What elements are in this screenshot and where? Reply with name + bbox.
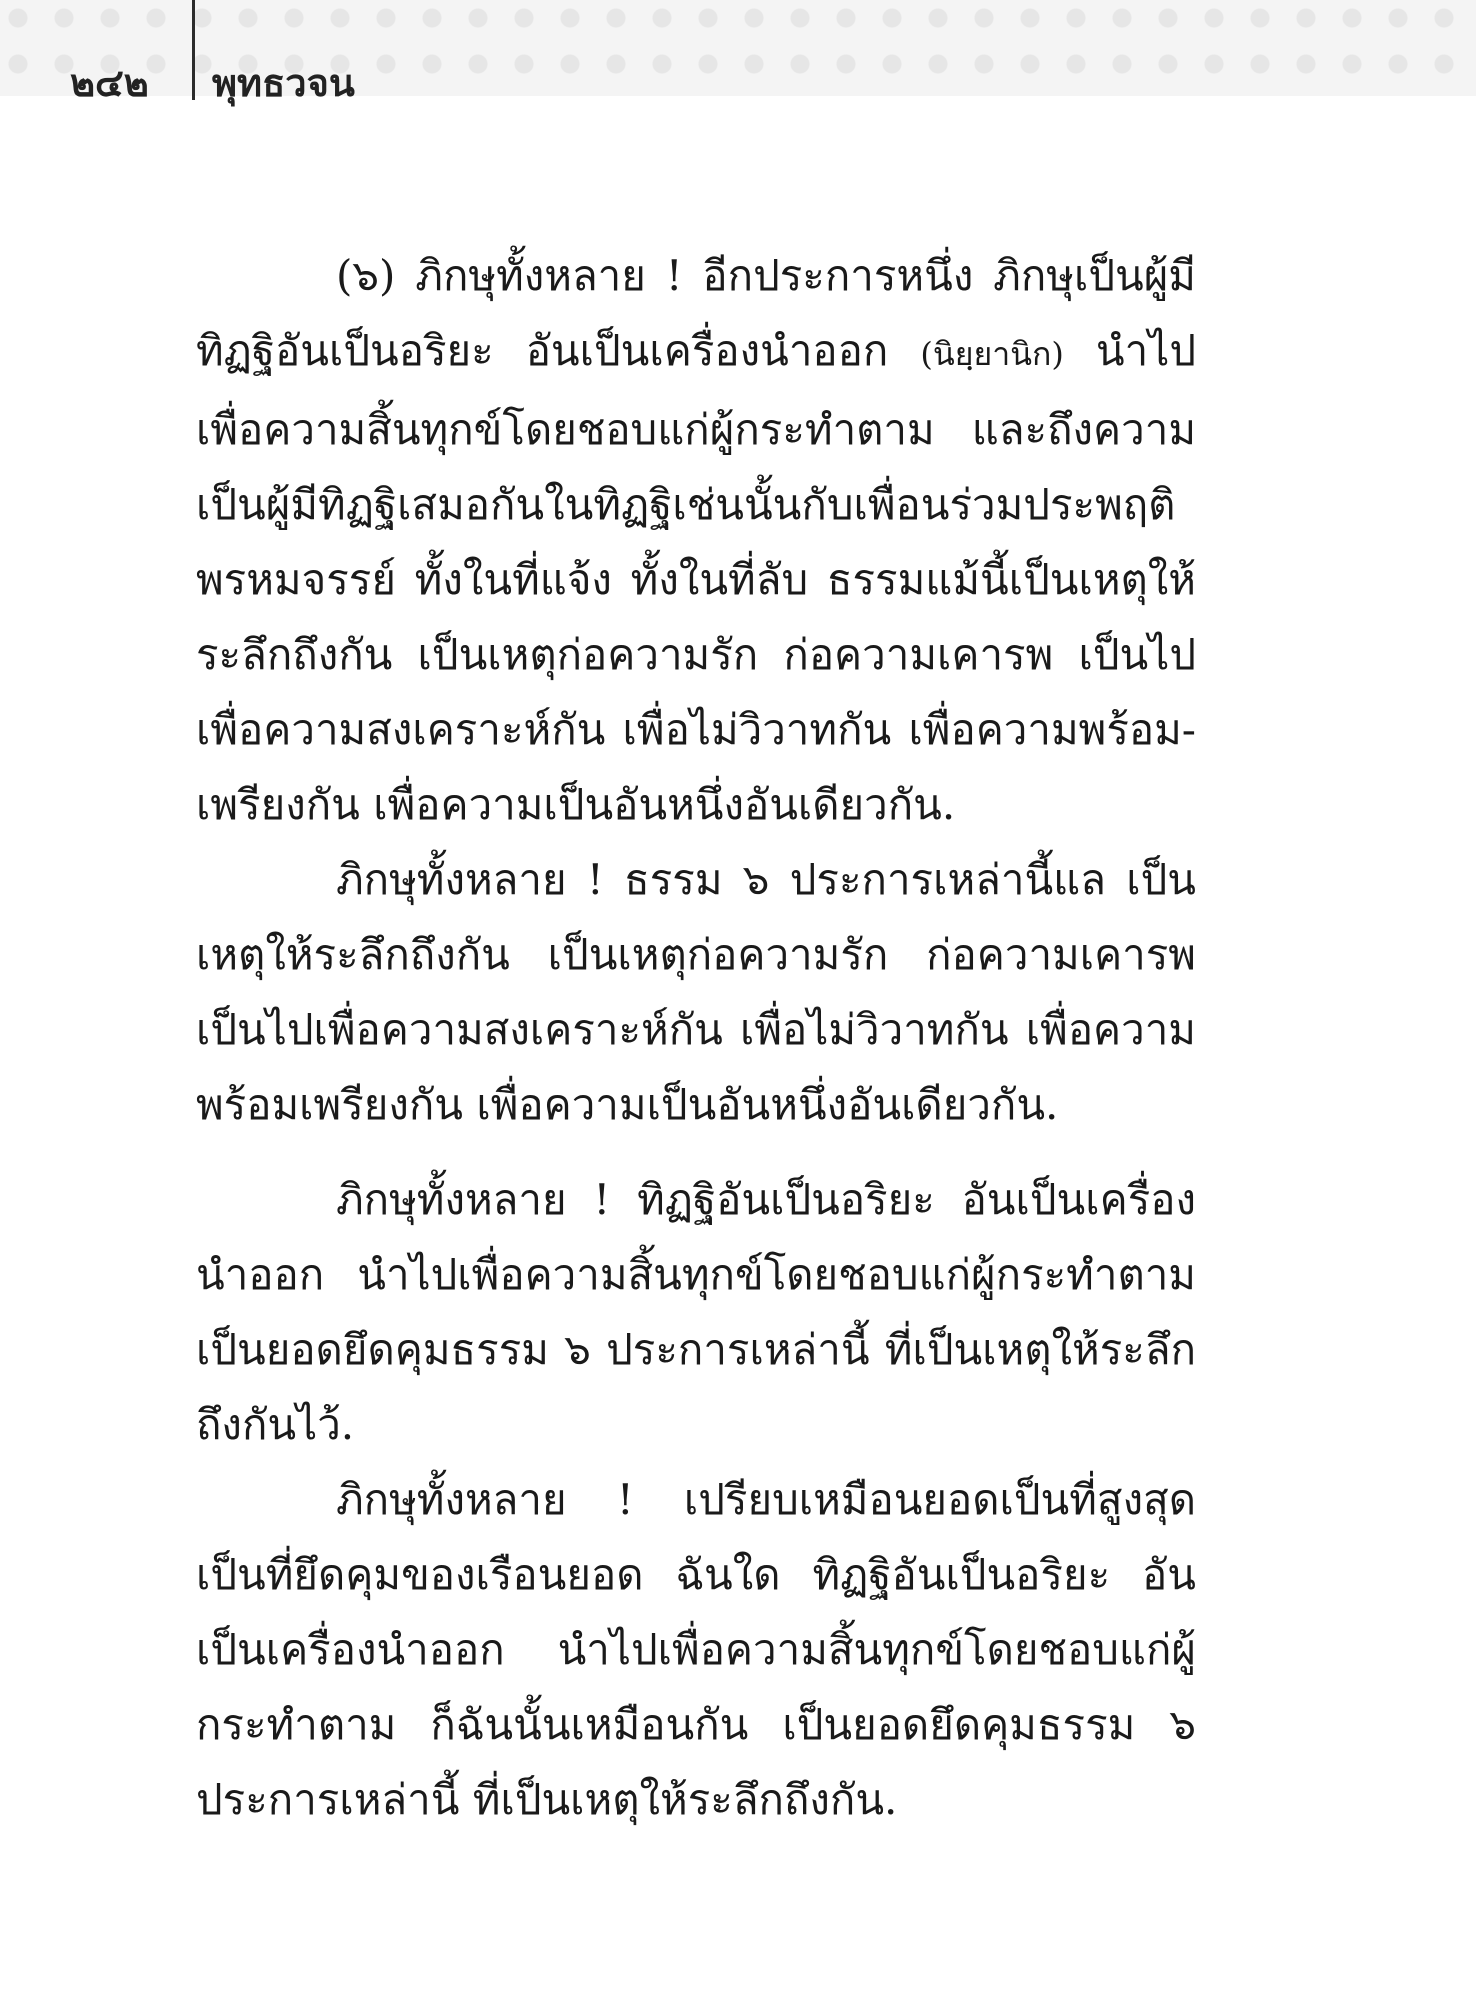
header-divider bbox=[192, 0, 195, 100]
page-number: ๒๔๒ bbox=[70, 60, 149, 105]
paragraph-4: ภิกษุทั้งหลาย ! เปรียบเหมือนยอดเป็นที่สูงสุด เป็นที่ยึดคุมของเรือนยอด ฉันใด ทิฏฐิอันเป็นอริยะ อันเป็นเครื่องนำออก นำไปเพื่อความสิ้นทุกข์โดยชอบแก่ผู้กระทำตาม ก็ฉันนั้นเหมือนกัน เป็นยอดยึดคุมธรรม ๖ ประการเหล่านี้ ที่เป็นเหตุให้ระลึกถึงกัน. bbox=[196, 1475, 1196, 1824]
paragraph-3: ภิกษุทั้งหลาย ! ทิฏฐิอันเป็นอริยะ อันเป็นเครื่องนำออก นำไปเพื่อความสิ้นทุกข์โดยชอบแก่ผู้กระทำตาม เป็นยอดยึดคุมธรรม ๖ ประการเหล่านี้ ที่เป็นเหตุให้ระลึกถึงกันไว้. bbox=[196, 1175, 1196, 1449]
pali-term: (นิยฺยานิก) bbox=[920, 335, 1064, 373]
paragraph-1-text-b: นำไปเพื่อความสิ้นทุกข์โดยชอบแก่ผู้กระทำตาม และถึงความเป็นผู้มีทิฏฐิเสมอกันในทิฏฐิเช่นนั้นกับเพื่อนร่วมประพฤติพรหมจรรย์ ทั้งในที่แจ้ง ทั้งในที่ลับ ธรรมแม้นี้เป็นเหตุให้ระลึกถึงกัน เป็นเหตุก่อความรัก ก่อความเคารพ เป็นไปเพื่อความสงเคราะห์กัน เพื่อไม่วิวาทกัน เพื่อความพร้อม-เพรียงกัน เพื่อความเป็นอันหนึ่งอันเดียวกัน. bbox=[196, 326, 1197, 829]
paragraph-1 bbox=[196, 238, 1196, 842]
paragraph-1-text-a: (๖) ภิกษุทั้งหลาย ! อีกประการหนึ่ง ภิกษุเป็นผู้มีทิฏฐิอันเป็นอริยะ อันเป็นเครื่องนำออก bbox=[196, 251, 1196, 375]
paragraph-2: ภิกษุทั้งหลาย ! ธรรม ๖ ประการเหล่านี้แล เป็นเหตุให้ระลึกถึงกัน เป็นเหตุก่อความรัก ก่อความเคารพ เป็นไปเพื่อความสงเคราะห์กัน เพื่อไม่วิวาทกัน เพื่อความพร้อมเพรียงกัน เพื่อความเป็นอันหนึ่งอันเดียวกัน. bbox=[196, 855, 1196, 1129]
running-title: พุทธวจน bbox=[212, 61, 355, 105]
body-text bbox=[196, 238, 1196, 1837]
